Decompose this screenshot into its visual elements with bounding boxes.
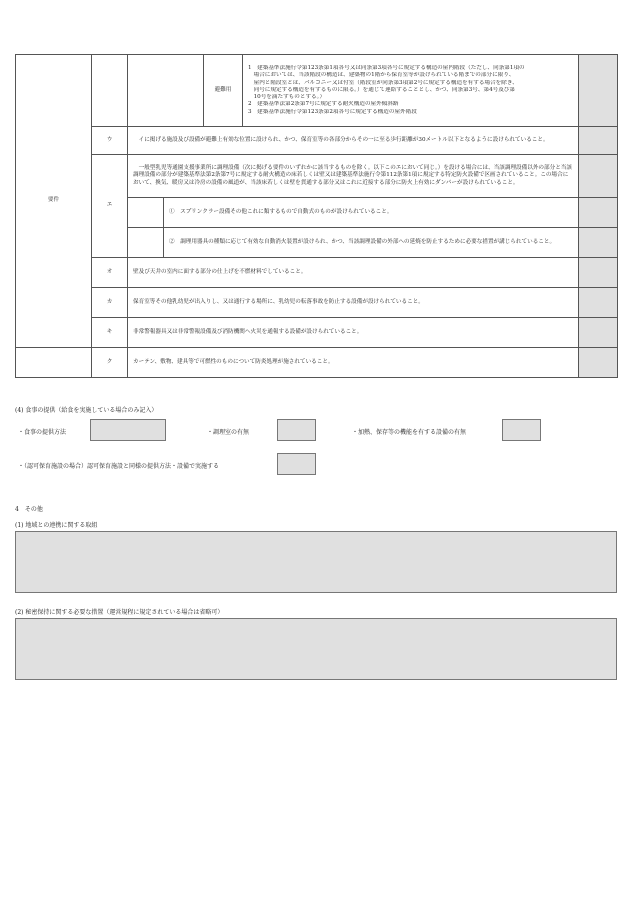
blank-cell: [128, 228, 164, 258]
requirements-heading: 要件: [16, 55, 92, 348]
row-label-ku: ク: [92, 348, 128, 378]
check-field-ku[interactable]: [579, 348, 618, 378]
blank-cell: [128, 55, 204, 127]
sub-item-1: ① スプリンクラー設備その他これに類するもので自動式のものが設けられていること。: [164, 198, 579, 228]
row-label-e: エ: [92, 155, 128, 258]
evac-label: 避難用: [204, 55, 243, 127]
meals-heading: (4) 食事の提供（給食を実施している場合のみ記入）: [15, 407, 158, 414]
check-field-sub-2[interactable]: [579, 228, 618, 258]
approved-method-field[interactable]: [277, 453, 316, 475]
row-label-u: ウ: [92, 127, 128, 155]
confidentiality-label: (2) 秘密保持に関する必要な措置（運営規程に規定されている場合は省略可）: [15, 609, 224, 616]
row-text-o: 壁及び天井の室内に面する部分の仕上げを不燃材料でしていること。: [128, 258, 579, 288]
check-field-o[interactable]: [579, 258, 618, 288]
kitchen-field[interactable]: [277, 419, 316, 441]
evac-requirements-text: 1 建築基準法施行令第123条第1項各号又は同条第3項各号に規定する構造の屋内階段（ただし、同条第1項の 場合においては、当該階段の構造は、建築物の1階から保育室等が設けられている階までの部分に限り、 屋内と階段室とは、バルコニー又は付室（階段室が同条第3項第2号に規定する構造を有する場合を除き、 同号に規定する構造を有するものに限る。）を通じて連絡することとし、かつ、同条第3号、第4号及び第 10号を満たすものとする。） 2 建築基準法第2条第7号に規定する耐火構造の屋外傾斜路 3 建築基準法施行令第123条第2項各号に規定する構造の屋外階段: [243, 55, 579, 127]
row-text-ka: 保育室等その他乳幼児が出入りし、又は通行する場所に、乳幼児の転落事故を防止する設備が設けられていること。: [128, 288, 579, 318]
check-field-u[interactable]: [579, 127, 618, 155]
blank-cell: [16, 348, 92, 378]
evac-check-field[interactable]: [579, 55, 618, 127]
confidentiality-field[interactable]: [15, 618, 617, 680]
row-label-o: オ: [92, 258, 128, 288]
row-text-ku: カーテン、敷物、建具等で可燃性のものについて防炎処理が施されていること。: [128, 348, 579, 378]
check-field-sub-1[interactable]: [579, 198, 618, 228]
heating-equipment-field[interactable]: [502, 419, 541, 441]
blank-cell: [128, 198, 164, 228]
kitchen-label: ・調理室の有無: [207, 429, 250, 436]
community-field[interactable]: [15, 531, 617, 593]
check-field-e[interactable]: [579, 155, 618, 198]
community-label: (1) 地域との連携に関する取組: [15, 522, 98, 529]
row-text-ki: 非常警報器具又は非常警報設備及び消防機関へ火災を通報する設備が設けられていること。: [128, 318, 579, 348]
blank-cell: [92, 55, 128, 127]
check-field-ki[interactable]: [579, 318, 618, 348]
check-field-ka[interactable]: [579, 288, 618, 318]
row-text-e: 一般型乳児等通園支援事業所に調理設備（次に掲げる要件のいずれかに該当するものを除く。以下このエにおいて同じ。）を設ける場合には、当該調理設備以外の部分と当該調理設備の部分が建築基準法第2条第7号に規定する耐火構造の床若しくは壁又は建築基準法施行令第112条第1項に規定する特定防火設備で区画されていること。この場合において、換気、暖房又は冷房の設備の風道が、当該床若しくは壁を貫通する部分又はこれに近接する部分に防火上有効にダンパーが設けられていること。: [128, 155, 579, 198]
requirements-table: [15, 54, 618, 378]
sub-item-2: ② 調理用器具の種類に応じて有効な自動消火装置が設けられ、かつ、当該調理設備の外部への延焼を防止するために必要な措置が講じられていること。: [164, 228, 579, 258]
other-heading: 4 その他: [15, 506, 43, 513]
approved-method-label: ・（認可保育施設の場合）認可保育施設と同様の提供方法・設備で実施する: [18, 463, 220, 470]
meal-method-field[interactable]: [90, 419, 166, 441]
meal-method-label: ・食事の提供方法: [18, 429, 67, 436]
heating-equipment-label: ・加熱、保存等の機能を有する設備の有無: [352, 429, 467, 436]
row-label-ka: カ: [92, 288, 128, 318]
row-text-u: イに掲げる施設及び設備が避難上有効な位置に設けられ、かつ、保育室等の各部分からその一に至る歩行距離が30メートル以下となるように設けられていること。: [128, 127, 579, 155]
row-label-ki: キ: [92, 318, 128, 348]
